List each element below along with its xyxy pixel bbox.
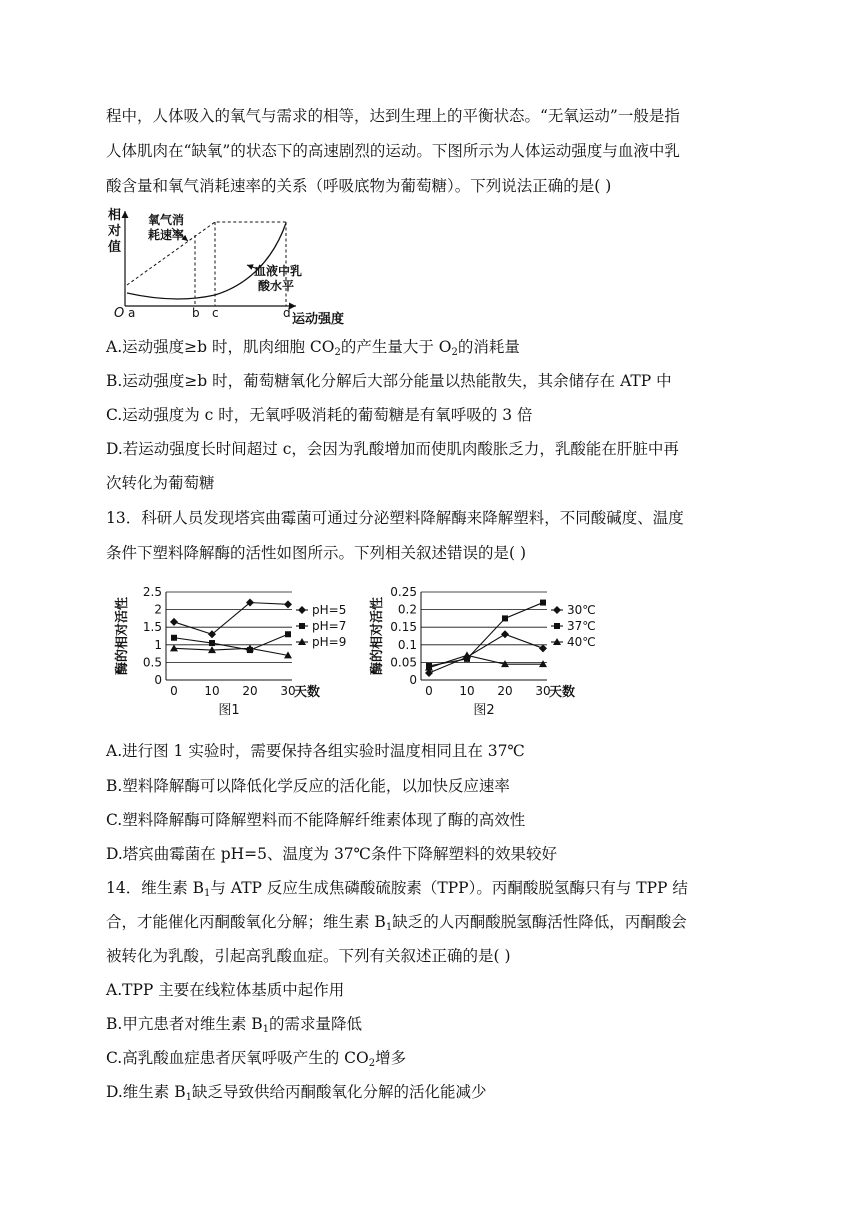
y-axis-label: 酶的相对活性	[370, 596, 385, 676]
legend-marker	[554, 623, 560, 629]
x-tick-label: 30	[280, 684, 296, 698]
data-point-series-3	[170, 644, 178, 651]
chart-title: 图2	[473, 703, 495, 718]
q14-stem-line2: 合，才能催化丙酮酸氧化分解；维生素 $B_1$缺乏的人丙酮酸脱氢酶活性降低，丙酮酸会	[106, 913, 687, 933]
data-point-series-2	[209, 640, 215, 646]
y-tick-label: 0	[154, 673, 162, 687]
y-tick-label: 0.25	[390, 585, 417, 599]
legend-marker	[299, 623, 305, 629]
legend-marker	[298, 606, 306, 614]
q13-stem-line1: 13．科研人员发现塔宾曲霉菌可通过分泌塑料降解酶来降解塑料，不同酸碱度、温度	[106, 509, 684, 527]
x-tick-label: 0	[425, 684, 433, 698]
y-tick-label: 1.5	[142, 620, 162, 635]
legend-label: pH=5	[312, 603, 347, 617]
fig-ylabel-char-3: 值	[108, 240, 122, 255]
legend-marker	[553, 606, 561, 614]
fig-ylabel-char-1: 相	[108, 208, 122, 223]
y-tick-label: 0.15	[390, 620, 417, 635]
q12-option-d-line1: D.若运动强度长时间超过 c，会因为乳酸增加而使肌肉酸胀乏力，乳酸能在肝脏中再	[106, 440, 679, 458]
legend-label: 40℃	[567, 635, 596, 649]
x-tick-label: 0	[170, 684, 178, 698]
series-line-3	[174, 648, 288, 655]
data-point-series-1	[501, 630, 509, 638]
y-axis-label: 酶的相对活性	[115, 596, 130, 676]
series-line-2	[429, 603, 543, 666]
legend-label: pH=9	[312, 635, 347, 649]
lactate-label-line1: 血液中乳	[254, 264, 303, 278]
y-tick-label: 2.5	[142, 585, 162, 599]
data-point-series-2	[540, 600, 546, 606]
y-tick-label: 1	[154, 637, 162, 652]
data-point-series-1	[170, 618, 178, 626]
x-tick-label: 30	[535, 684, 551, 698]
fig-ylabel-char-2: 对	[108, 224, 122, 239]
q14-option-d: D.维生素 $B_1$缺乏导致供给丙酮酸氧化分解的活化能减少	[106, 1083, 487, 1103]
y-tick-label: 0	[409, 673, 417, 687]
exercise-intensity-figure	[108, 205, 368, 327]
oxygen-label-line1: 氧气消	[148, 213, 185, 227]
tick-b: b	[192, 306, 200, 320]
x-tick-label: 20	[497, 684, 513, 698]
intro-line-2: 人体肌肉在“缺氧”的状态下的高速剧烈的运动。下图所示为人体运动强度与血液中乳	[106, 142, 680, 160]
q13-option-a: A.进行图 1 实验时，需要保持各组实验时温度相同且在 37℃	[106, 742, 525, 760]
chart-title: 图1	[218, 703, 240, 718]
q14-stem-line1: 14．维生素 $B_1$与 ATP 反应生成焦磷酸硫胺素（TPP）。丙酮酸脱氢酶只有与 TPP 结	[106, 879, 688, 899]
y-tick-label: 0.1	[397, 637, 417, 652]
origin-label: O	[114, 306, 125, 321]
x-tick-label: 10	[204, 684, 220, 698]
intro-line-3: 酸含量和氧气消耗速率的关系（呼吸底物为葡萄糖）。下列说法正确的是( )	[106, 177, 612, 195]
chart-fig2-temperature	[365, 580, 615, 720]
q12-option-d-line2: 次转化为葡萄糖	[106, 474, 215, 492]
chart-fig1-ph	[110, 580, 355, 720]
q13-stem-line2: 条件下塑料降解酶的活性如图所示。下列相关叙述错误的是( )	[106, 544, 527, 562]
data-point-series-2	[171, 635, 177, 641]
x-axis-label: 天数	[549, 685, 576, 700]
q13-option-d: D.塔宾曲霉菌在 pH=5、温度为 37℃条件下降解塑料的效果较好	[106, 845, 558, 863]
q14-option-b: B.甲亢患者对维生素 $B_1$的需求量降低	[106, 1015, 363, 1035]
data-point-series-2	[285, 631, 291, 637]
q12-option-a: A.运动强度≥b 时，肌肉细胞 $CO_2$的产生量大于 $O_2$的消耗量	[106, 338, 520, 358]
legend-label: 37℃	[567, 619, 596, 633]
q12-option-b: B.运动强度≥b 时，葡萄糖氧化分解后大部分能量以热能散失，其余储存在 ATP 中	[106, 372, 672, 390]
x-tick-label: 10	[459, 684, 475, 698]
legend-label: pH=7	[312, 619, 347, 633]
q13-option-c: C.塑料降解酶可降解塑料而不能降解纤维素体现了酶的高效性	[106, 811, 526, 829]
data-point-series-1	[539, 644, 547, 652]
y-tick-label: 2	[154, 602, 162, 617]
series-line-1	[429, 634, 543, 673]
lactate-label-line2: 酸水平	[258, 279, 295, 293]
legend-label: 30℃	[567, 603, 596, 617]
data-point-series-2	[502, 615, 508, 621]
series-line-2	[174, 634, 288, 650]
series-line-1	[174, 603, 288, 635]
q14-stem-line3: 被转化为乳酸，引起高乳酸血症。下列有关叙述正确的是( )	[106, 947, 511, 965]
q12-option-c: C.运动强度为 c 时，无氧呼吸消耗的葡萄糖是有氧呼吸的 3 倍	[106, 406, 533, 424]
q13-option-b: B.塑料降解酶可以降低化学反应的活化能，以加快反应速率	[106, 777, 510, 795]
data-point-series-1	[284, 600, 292, 608]
y-tick-label: 0.05	[390, 655, 417, 670]
tick-c: c	[212, 306, 219, 320]
y-tick-label: 0.5	[142, 655, 162, 670]
q14-option-c: C.高乳酸血症患者厌氧呼吸产生的 $CO_2$增多	[106, 1049, 407, 1069]
intro-line-1: 程中，人体吸入的氧气与需求的相等，达到生理上的平衡状态。“无氧运动”一般是指	[106, 107, 680, 125]
tick-a: a	[128, 306, 136, 320]
oxygen-label-line2: 耗速率	[148, 228, 185, 242]
q14-option-a: A.TPP 主要在线粒体基质中起作用	[106, 981, 345, 999]
fig-xlabel: 运动强度	[292, 312, 345, 327]
x-tick-label: 20	[242, 684, 258, 698]
tick-d: d	[283, 306, 291, 320]
y-tick-label: 0.2	[397, 602, 417, 617]
x-axis-label: 天数	[294, 685, 321, 700]
